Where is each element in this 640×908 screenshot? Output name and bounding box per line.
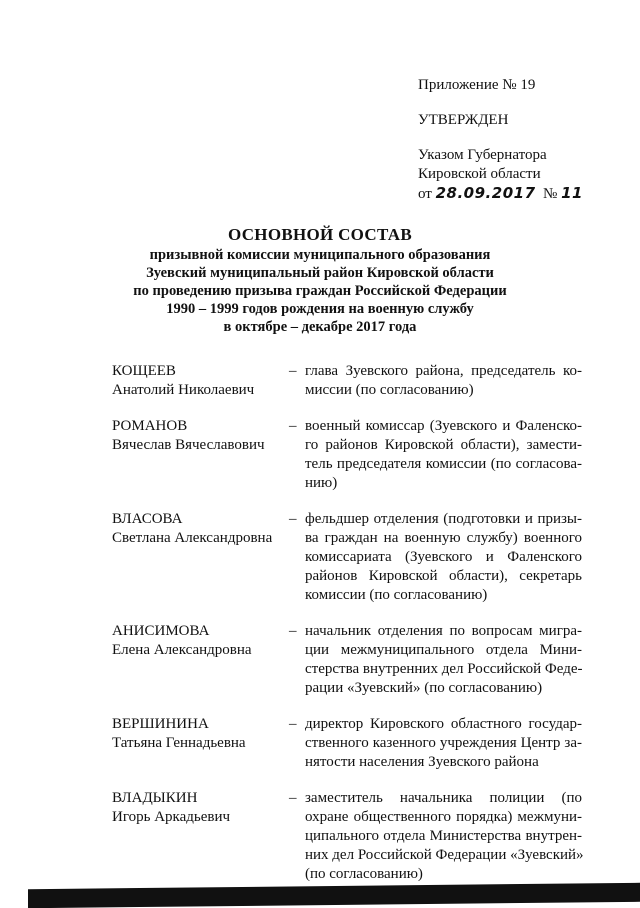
- role-line: комиссариата (Зуевского и Фаленского: [305, 549, 582, 565]
- role-line: ственного казенного учреждения Центр за-: [305, 735, 582, 751]
- member-row: [112, 622, 582, 698]
- role-line: рации «Зуевский» (по согласованию): [305, 680, 543, 696]
- title-line-4: 1990 – 1999 годов рождения на военную службу: [166, 301, 474, 317]
- decree-line-2: Кировской области: [418, 166, 541, 182]
- decree-line-1: Указом Губернатора: [418, 147, 547, 163]
- role-line: охране общественного порядка) межмуни-: [305, 809, 582, 825]
- member-row: [112, 715, 582, 772]
- role-line: районов Кировской области), секретарь: [305, 568, 582, 584]
- role-line: го районов Кировской области), замести-: [305, 437, 582, 453]
- title-line-1: призывной комиссии муниципального образования: [149, 247, 491, 263]
- member-person: [112, 417, 287, 455]
- member-person: [112, 789, 287, 827]
- role-line: миссии (по согласованию): [305, 382, 474, 398]
- member-name: Игорь Аркадьевич: [112, 809, 231, 825]
- role-line: ципального отдела Министерства внутрен-: [305, 828, 582, 844]
- member-surname: КОЩЕЕВ: [112, 363, 176, 379]
- role-line: стерства внутренних дел Российской Феде-: [305, 661, 583, 677]
- member-person: [112, 362, 287, 400]
- role-line: (по согласованию): [305, 866, 423, 882]
- title-line-3: по проведению призыва граждан Российской Федерации: [133, 283, 507, 299]
- member-name: Вячеслав Вячеславович: [112, 437, 265, 453]
- scan-edge-bar: [0, 878, 640, 905]
- member-name: Светлана Александровна: [112, 530, 273, 546]
- member-name: Елена Александровна: [112, 642, 252, 658]
- member-person: [112, 715, 287, 753]
- member-row: [112, 789, 582, 884]
- handwritten-number: 11: [561, 184, 583, 202]
- member-role: [305, 510, 582, 605]
- number-prefix: №: [543, 186, 558, 202]
- role-line: фельдшер отделения (подготовки и призы-: [305, 511, 582, 527]
- member-surname: ВЛАСОВА: [112, 511, 183, 527]
- member-name: Анатолий Николаевич: [112, 382, 255, 398]
- role-line: начальник отделения по вопросам мигра-: [305, 623, 582, 639]
- dash: –: [289, 716, 297, 732]
- role-line: тель председателя комиссии (по согласова-: [305, 456, 582, 472]
- dash: –: [289, 623, 297, 639]
- title-line-2: Зуевский муниципальный район Кировской области: [146, 265, 494, 281]
- member-surname: ВЕРШИНИНА: [112, 716, 209, 732]
- role-line: глава Зуевского района, председатель ко-: [305, 363, 582, 379]
- member-role: [305, 417, 582, 493]
- member-surname: РОМАНОВ: [112, 418, 188, 434]
- member-row: [112, 417, 582, 493]
- role-line: нию): [305, 475, 338, 491]
- member-role: [305, 789, 582, 884]
- member-row: [112, 362, 582, 400]
- member-row: [112, 510, 582, 605]
- member-surname: ВЛАДЫКИН: [112, 790, 198, 806]
- dash: –: [289, 790, 297, 806]
- members-list: [112, 362, 582, 884]
- decree-date-line: [418, 184, 618, 204]
- role-line: них дел Российской Федерации «Зуевский»: [305, 847, 584, 863]
- member-person: [112, 510, 287, 548]
- dash: –: [289, 363, 297, 379]
- member-name: Татьяна Геннадьевна: [112, 735, 246, 751]
- title-line-5: в октябре – декабре 2017 года: [223, 319, 417, 335]
- member-role: [305, 622, 582, 698]
- role-line: директор Кировского областного государ-: [305, 716, 582, 732]
- member-role: [305, 715, 582, 772]
- date-prefix: от: [418, 186, 432, 202]
- role-line: комиссии (по согласованию): [305, 587, 488, 603]
- dash: –: [289, 418, 297, 434]
- role-line: ва граждан на военную службу) военного: [305, 530, 582, 546]
- role-line: военный комиссар (Зуевского и Фаленско-: [305, 418, 582, 434]
- title-main: ОСНОВНОЙ СОСТАВ: [227, 225, 412, 244]
- dash: –: [289, 511, 297, 527]
- member-person: [112, 622, 287, 660]
- member-surname: АНИСИМОВА: [112, 623, 210, 639]
- member-role: [305, 362, 582, 400]
- role-line: заместитель начальника полиции (по: [305, 790, 582, 806]
- approved-label: УТВЕРЖДЕН: [418, 112, 509, 128]
- scan-shadow-band: [28, 883, 640, 908]
- role-line: нятости населения Зуевского района: [305, 754, 539, 770]
- approval-block: [418, 76, 618, 204]
- handwritten-date: 28.09.2017: [435, 184, 536, 202]
- role-line: ции межмуниципального отдела Мини-: [305, 642, 582, 658]
- document-title: [100, 224, 540, 336]
- appendix-label: Приложение № 19: [418, 77, 536, 93]
